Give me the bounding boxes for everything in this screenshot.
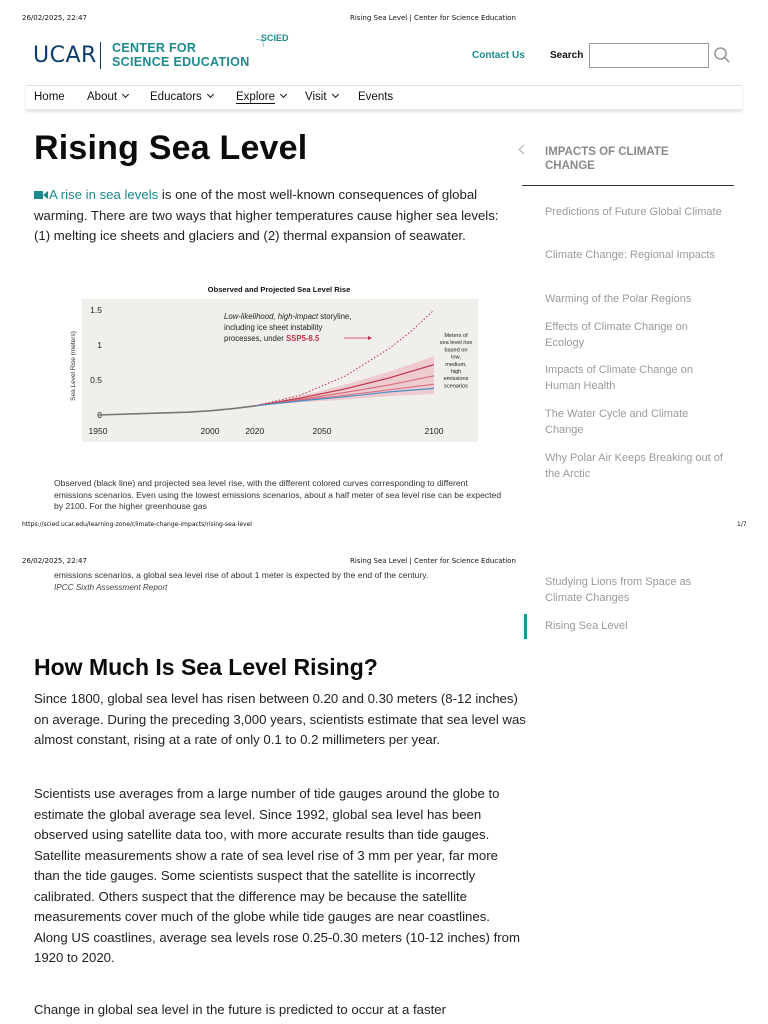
scenario-note: emissions: [443, 376, 469, 383]
caption-continued-text: emissions scenarios, a global sea level rise of about 1 meter is expected by the end of the century.: [54, 570, 429, 580]
x-tick-label: 2020: [245, 426, 265, 436]
scenario-note: high: [450, 369, 462, 375]
print-date: 26/02/2025, 22:47: [22, 14, 87, 22]
y-tick-label: 1: [97, 340, 102, 350]
sidebar-item-rising-sea-level[interactable]: Rising Sea Level: [545, 620, 628, 632]
section-heading: How Much Is Sea Level Rising?: [34, 654, 378, 680]
nav-visit[interactable]: Visit: [305, 91, 338, 103]
sea-level-chart: [68, 282, 488, 444]
scenario-note: scenarios: [444, 383, 468, 390]
sidebar-active-indicator: [524, 614, 527, 639]
x-tick-label: 2100: [424, 426, 444, 436]
paragraph-3: Change in global sea level in the future is predicted to occur at a faster: [34, 1002, 446, 1017]
print-url: https://scied.ucar.edu/learning-zone/climate-change-impacts/rising-sea-level: [22, 521, 252, 528]
scenario-note: sea level rise: [439, 340, 473, 347]
x-tick-label: 2050: [312, 426, 332, 436]
sidebar-item-regional-impacts[interactable]: Climate Change: Regional Impacts: [545, 249, 715, 261]
video-icon: [34, 190, 48, 200]
chart-ylabel: Sea Level Rise (meters): [70, 331, 77, 401]
sidebar-item-human-health[interactable]: Impacts of Climate Change on Human Health: [545, 364, 693, 392]
scenario-note: based on: [444, 347, 468, 354]
figure-caption-continued: [54, 570, 504, 593]
page-title: Rising Sea Level: [34, 129, 308, 167]
logo-divider: [100, 42, 101, 69]
paragraph-1: Since 1800, global sea level has risen between 0.20 and 0.30 meters (8-12 inches) on average. During the preceding 3,000 years, scientists estimate that sea level was almost constant, rising at a rate of only 0.1 to 0.2 millimeters per year.: [34, 691, 526, 747]
search-label: Search: [550, 50, 584, 61]
sidebar-item-lions[interactable]: Studying Lions from Space as Climate Changes: [545, 576, 692, 604]
caption-source: IPCC Sixth Assessment Report: [54, 582, 168, 592]
sidebar-item-water-cycle[interactable]: The Water Cycle and Climate Change: [545, 408, 689, 436]
x-tick-label: 1950: [88, 426, 108, 436]
scenario-note: low,: [451, 354, 461, 361]
logo-line2: SCIENCE EDUCATION: [112, 55, 250, 69]
nav-events[interactable]: Events: [358, 91, 394, 103]
chevron-down-icon: [280, 91, 287, 98]
nav-educators[interactable]: Educators: [150, 91, 213, 103]
sidebar-item-polar-air[interactable]: Why Polar Air Keeps Breaking out of the Arctic: [545, 452, 723, 480]
sidebar-item-polar-warming[interactable]: Warming of the Polar Regions: [545, 293, 692, 305]
contact-us-link[interactable]: Contact Us: [472, 50, 525, 61]
logo-scied: SCIED: [261, 33, 289, 43]
sidebar-title[interactable]: IMPACTS OF CLIMATE CHANGE: [545, 146, 669, 172]
print-date-page2: 26/02/2025, 22:47: [22, 557, 87, 565]
sidebar-item-ecology[interactable]: Effects of Climate Change on Ecology: [545, 321, 688, 349]
nav-explore[interactable]: Explore: [236, 91, 286, 103]
paragraph-2: Scientists use averages from a large number of tide gauges around the globe to estimate the global average sea level. Since 1992, global sea level has been observed using satellite data too, with more accurate results than tide gauges. Satellite measurements show a rate of sea level rise of 3 mm per year, far more than the tide gauges. Some scientists suspect that the satellite is incorrectly calibrated. Others suspect that the difference may be because the satellite measurements cover much of the globe while tide gauges are near coastlines. Along US coastlines, average sea levels rose 0.25-0.30 meters (10-12 inches) from 1920 to 2020.: [34, 786, 520, 965]
logo-ucar: UCAR: [33, 43, 97, 68]
sidebar-item-predictions[interactable]: Predictions of Future Global Climate: [545, 206, 722, 218]
storyline-annotation-line2: including ice sheet instability: [224, 323, 323, 332]
storyline-annotation: Low-likelihood, high-impact storyline,: [224, 312, 352, 321]
chevron-left-icon[interactable]: [519, 145, 529, 155]
intro-paragraph: [34, 185, 514, 247]
search-input[interactable]: [589, 43, 709, 68]
print-page-number: 1/7: [737, 521, 747, 528]
chart-title: Observed and Projected Sea Level Rise: [207, 285, 351, 294]
search-icon[interactable]: [713, 46, 731, 64]
nav-home[interactable]: Home: [34, 91, 65, 103]
scenario-note: Meters of: [444, 333, 468, 339]
intro-text: is one of the most well-known consequences of global warming. There are two ways that higher temperatures cause higher sea levels: (1) melting ice sheets and glaciers and (2) thermal expansion of seawater.: [34, 187, 499, 243]
print-title-page2: Rising Sea Level | Center for Science Education: [350, 557, 516, 565]
y-tick-label: 0.5: [90, 375, 102, 385]
nav-about[interactable]: About: [87, 91, 128, 103]
y-tick-label: 0: [97, 410, 102, 420]
storyline-annotation-line3: processes, under SSP5-8.5: [224, 334, 320, 343]
sea-level-video-link[interactable]: A rise in sea levels: [49, 187, 159, 202]
logo-line1: CENTER FOR: [112, 41, 197, 55]
logo-center-name: [112, 41, 250, 69]
figure-caption: Observed (black line) and projected sea level rise, with the different colored curves corresponding to different emissions scenarios. Even using the lowest emissions scenarios, about a half meter of sea level rise can be expected by 2100. For the higher greenhouse gas: [54, 478, 502, 511]
x-tick-label: 2000: [200, 426, 220, 436]
chevron-down-icon: [207, 91, 214, 98]
sidebar-divider: [522, 185, 734, 186]
chevron-down-icon: [331, 91, 338, 98]
chevron-down-icon: [122, 91, 129, 98]
y-tick-label: 1.5: [90, 305, 102, 315]
scenario-note: medium,: [445, 361, 467, 368]
print-title: Rising Sea Level | Center for Science Education: [350, 14, 516, 22]
main-nav: [26, 85, 742, 110]
